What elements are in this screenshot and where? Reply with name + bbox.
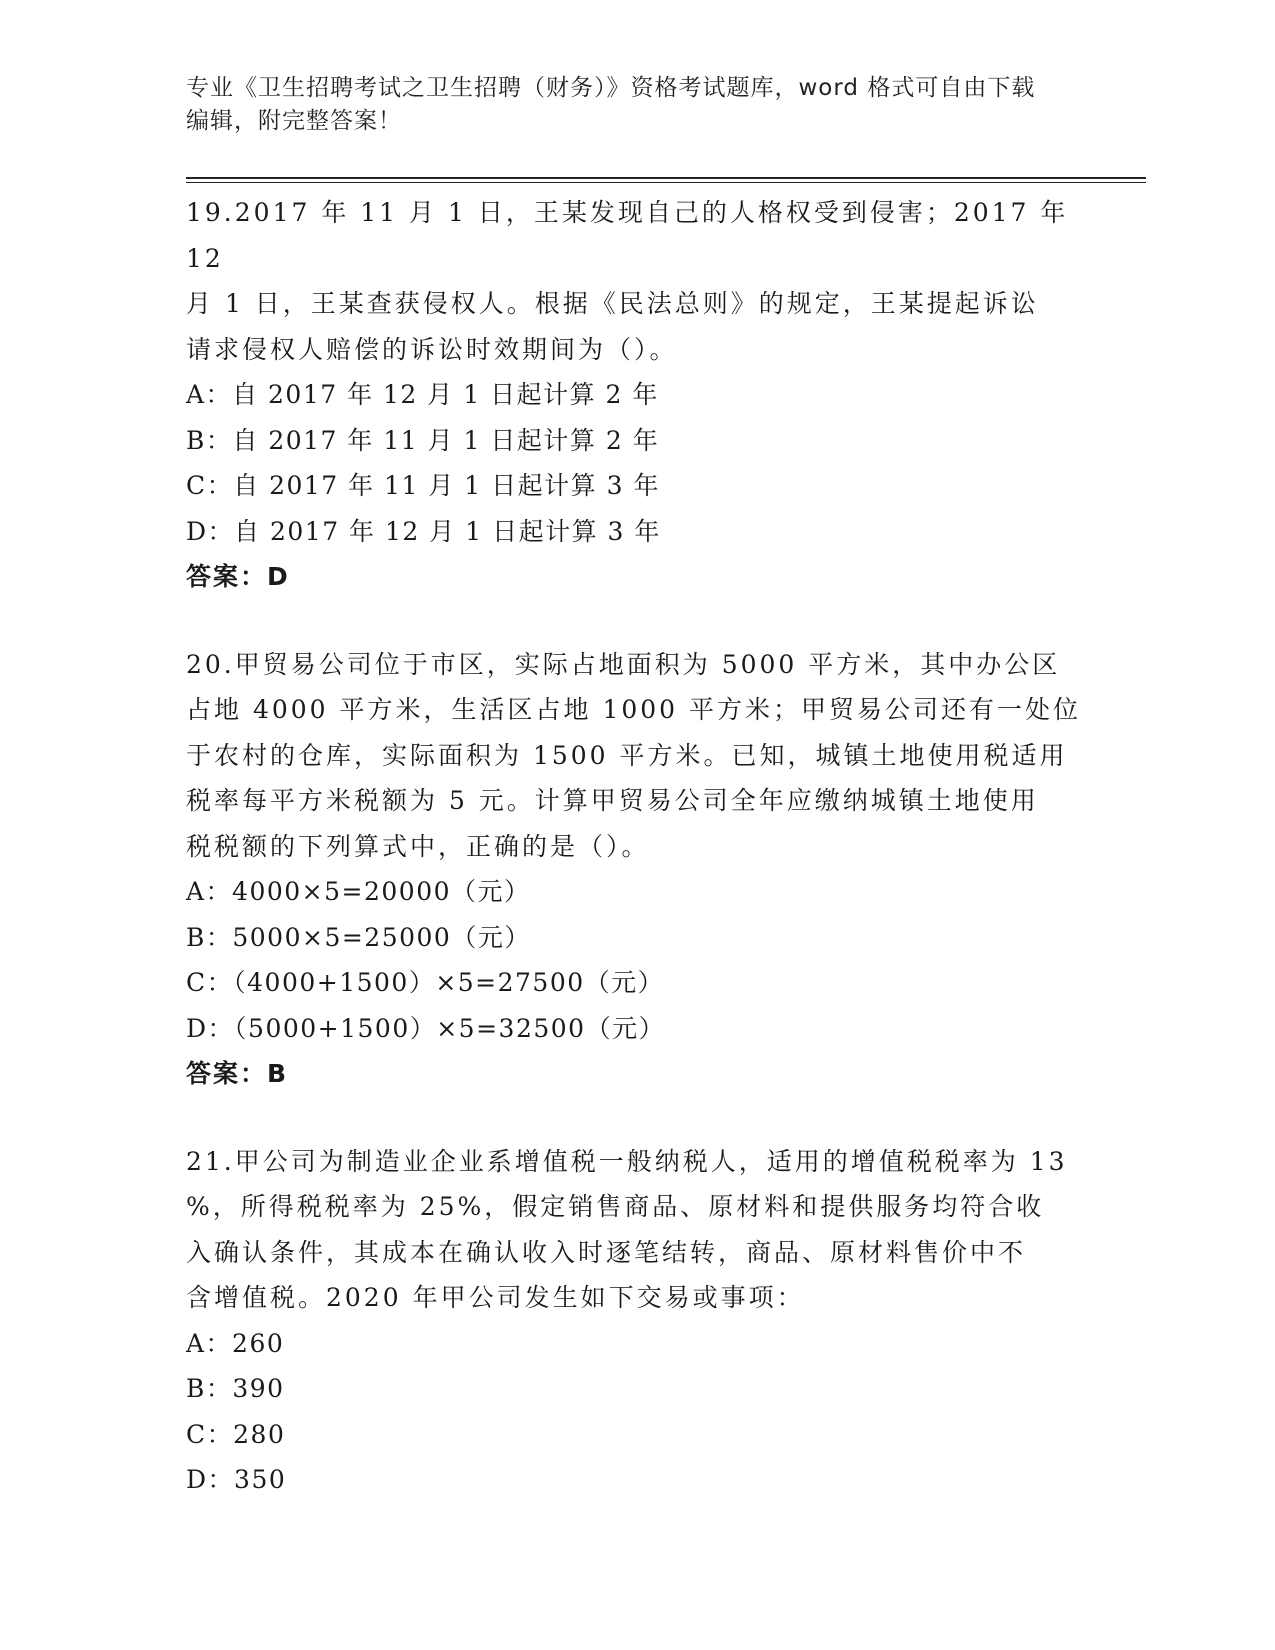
header-divider-thin bbox=[186, 182, 1146, 183]
option-a: A：260 bbox=[186, 1328, 285, 1358]
option-b: B：390 bbox=[186, 1374, 285, 1403]
question-19 bbox=[186, 190, 1086, 600]
question-stem-line: 月 1 日，王某查获侵权人。根据《民法总则》的规定，王某提起诉讼 bbox=[186, 289, 1039, 318]
question-stem-line: 含增值税。2020 年甲公司发生如下交易或事项： bbox=[186, 1283, 805, 1312]
question-stem-line: 20.甲贸易公司位于市区，实际占地面积为 5000 平方米，其中办公区 bbox=[186, 649, 1061, 679]
document-header bbox=[186, 72, 1086, 138]
question-stem-line: 税率每平方米税额为 5 元。计算甲贸易公司全年应缴纳城镇土地使用 bbox=[186, 786, 1039, 815]
question-stem-line: 入确认条件，其成本在确认收入时逐笔结转，商品、原材料售价中不 bbox=[186, 1237, 1027, 1267]
question-list bbox=[186, 190, 1086, 1503]
answer-line: 答案：D bbox=[186, 562, 290, 591]
question-stem-line: 于农村的仓库，实际面积为 1500 平方米。已知，城镇土地使用税适用 bbox=[186, 740, 1068, 770]
option-a: A：4000×5=20000（元） bbox=[186, 877, 531, 906]
option-b: B：5000×5=25000（元） bbox=[186, 922, 531, 952]
option-b: B：自 2017 年 11 月 1 日起计算 2 年 bbox=[186, 425, 660, 455]
option-d: D：350 bbox=[186, 1465, 287, 1494]
header-line-2: 编辑，附完整答案！ bbox=[186, 108, 402, 134]
question-stem-line: 占地 4000 平方米，生活区占地 1000 平方米；甲贸易公司还有一处位 bbox=[186, 695, 1082, 724]
question-stem-line: %，所得税税率为 25%，假定销售商品、原材料和提供服务均符合收 bbox=[186, 1192, 1045, 1221]
spacer bbox=[186, 1097, 1086, 1139]
spacer bbox=[186, 600, 1086, 642]
question-stem-line: 21.甲公司为制造业企业系增值税一般纳税人，适用的增值税税率为 13 bbox=[186, 1146, 1068, 1176]
option-c: C：（4000+1500）×5=27500（元） bbox=[186, 968, 665, 997]
question-20 bbox=[186, 642, 1086, 1097]
answer-line: 答案：B bbox=[186, 1059, 289, 1088]
question-21 bbox=[186, 1139, 1086, 1503]
header-line-1: 专业《卫生招聘考试之卫生招聘（财务）》资格考试题库，word 格式可自由下载 bbox=[186, 75, 1036, 101]
option-c: C：280 bbox=[186, 1419, 286, 1449]
option-d: D：（5000+1500）×5=32500（元） bbox=[186, 1013, 666, 1043]
option-d: D：自 2017 年 12 月 1 日起计算 3 年 bbox=[186, 516, 661, 546]
option-c: C：自 2017 年 11 月 1 日起计算 3 年 bbox=[186, 471, 660, 500]
question-stem-line: 税税额的下列算式中，正确的是（）。 bbox=[186, 831, 650, 861]
option-a: A：自 2017 年 12 月 1 日起计算 2 年 bbox=[186, 380, 659, 409]
header-divider-thick bbox=[186, 177, 1146, 179]
question-stem-line: 请求侵权人赔偿的诉讼时效期间为（）。 bbox=[186, 334, 678, 364]
question-stem-line: 19.2017 年 11 月 1 日，王某发现自己的人格权受到侵害；2017 年 12 bbox=[186, 198, 1069, 273]
